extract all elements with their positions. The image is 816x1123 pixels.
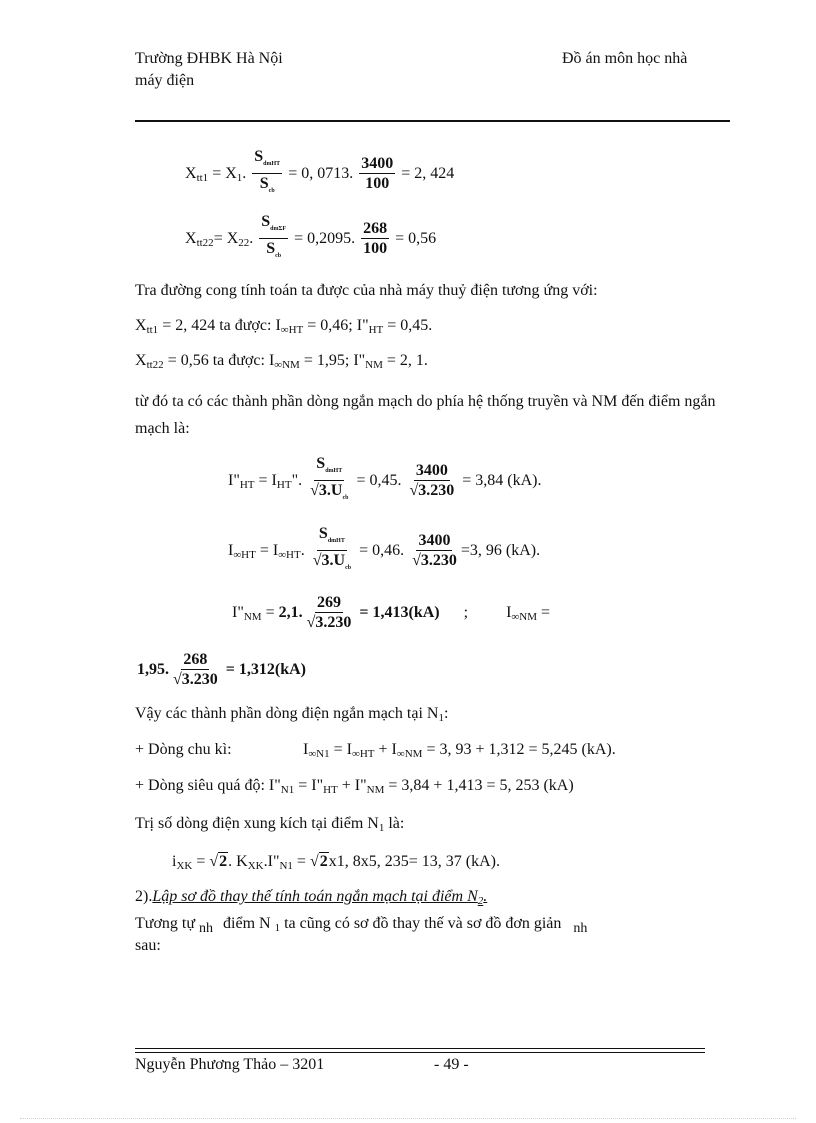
- formula-impulse-current: $i_{XK} = √2$. $K_{XK}.I"_{N1} = √2x1$, 8x5, 235= 13, 37 (kA).: [172, 853, 500, 872]
- fraction-3400-100: $\frac{3400}{100}$: [361, 155, 394, 192]
- formula-iht-subtransient: $I"_{HT} = I_{HT}$". $\frac{S_{dmHT}}{√3.U_{cb}}$ = 0,45. $\frac{3400}{√3.230}$ = 3,84 (kA).: [228, 455, 542, 501]
- footer-rule-bottom: [135, 1052, 705, 1053]
- footer-author: Nguyễn Phương Thảo – 3201: [135, 1056, 325, 1073]
- page-edge-dotted-line: [20, 1118, 796, 1119]
- footer-page-number: - 49 -: [434, 1056, 469, 1073]
- header-course: Đồ án môn học nhà: [562, 50, 688, 67]
- summary-periodic-value: $I_{\infty N1} = I_{\infty HT} + I_{\infty NM} = 3$, 93 + 1,312 = 5,245 (kA).: [303, 741, 616, 760]
- summary-periodic: + Dòng chu kì:: [135, 741, 232, 758]
- line-xtt22-result: $X_{tt22} = 0,56$ ta được: $I_{\infty NM} = 1,95$; $I"_{NM} = 2$, 1.: [135, 352, 428, 371]
- summary-intro: Vậy các thành phần dòng điện ngắn mạch tại $N_1$:: [135, 705, 449, 724]
- fraction-sdmht-scb: $\frac{S_{dmHT}}{S_{cb}}$: [254, 148, 281, 194]
- header-school-cont: máy điện: [135, 72, 195, 89]
- summary-impulse-intro: Trị số dòng điện xung kích tại điểm $N_1$ là:: [135, 815, 405, 834]
- paragraph-components: từ đó ta có các thành phần dòng ngắn mạch do phía hệ thống truyền và NM đến điểm ngắn mạch là:: [135, 393, 716, 437]
- paragraph-curve: Tra đường cong tính toán ta được của nhà máy thuỷ điện tương ứng với:: [135, 282, 598, 299]
- fraction-268-100: $\frac{268}{100}$: [363, 220, 388, 257]
- formula-xtt22: $X_{tt22}= X_{22}$. $\frac{S_{dm\Sigma F}}{S_{cb}}$ = 0,2095. $\frac{268}{100}$ = 0,56: [185, 213, 436, 266]
- footer-rule-top: [135, 1048, 705, 1049]
- formula-xtt1: $X_{tt1} = X_1$. $\frac{S_{dmHT}}{S_{cb}}$ = 0, 0713. $\frac{3400}{100}$ = 2, 424: [185, 148, 454, 201]
- formula-inm-steady: 1,95. $\frac{268}{√3.230}$ = 1,312(kA): [137, 650, 307, 688]
- section-2-line1: Tương tự nh điểm N $_1$ ta cũng có sơ đồ thay thế và sơ đồ đơn giản nh: [135, 915, 588, 936]
- header-rule: [135, 120, 730, 122]
- header-school: Trường ĐHBK Hà Nội: [135, 50, 283, 67]
- formula-iht-steady: $I_{\infty HT} = I_{\infty HT}$. $\frac{S_{dmHT}}{√3.U_{cb}}$ = 0,46. $\frac{3400}{√3.230}$ =3, 96 (kA).: [228, 525, 541, 571]
- summary-subtransient: + Dòng siêu quá độ: $I"_{N1}$ = $I"_{HT}$ + $I"_{NM} = 3,84 + 1,413 = 5$, 253 (kA): [135, 777, 574, 796]
- fraction-sdmf-scb: $\frac{S_{dm\Sigma F}}{S_{cb}}$: [261, 213, 287, 259]
- section-2-line2: sau:: [135, 937, 161, 954]
- formula-inm-subtransient: $I"_{NM} = 2,1$. $\frac{269}{√3.230}$ = 1,413(kA) ; $I_{\infty NM}$ =: [232, 593, 551, 631]
- line-xtt1-result: $X_{tt1} = 2$, 424 ta được: $I_{\infty HT} = 0,46$; $I"_{HT} = 0,45$.: [135, 317, 433, 336]
- section-2-heading: 2).Lập sơ đồ thay thế tính toán ngắn mạch tại điểm $N_2$.: [135, 888, 488, 907]
